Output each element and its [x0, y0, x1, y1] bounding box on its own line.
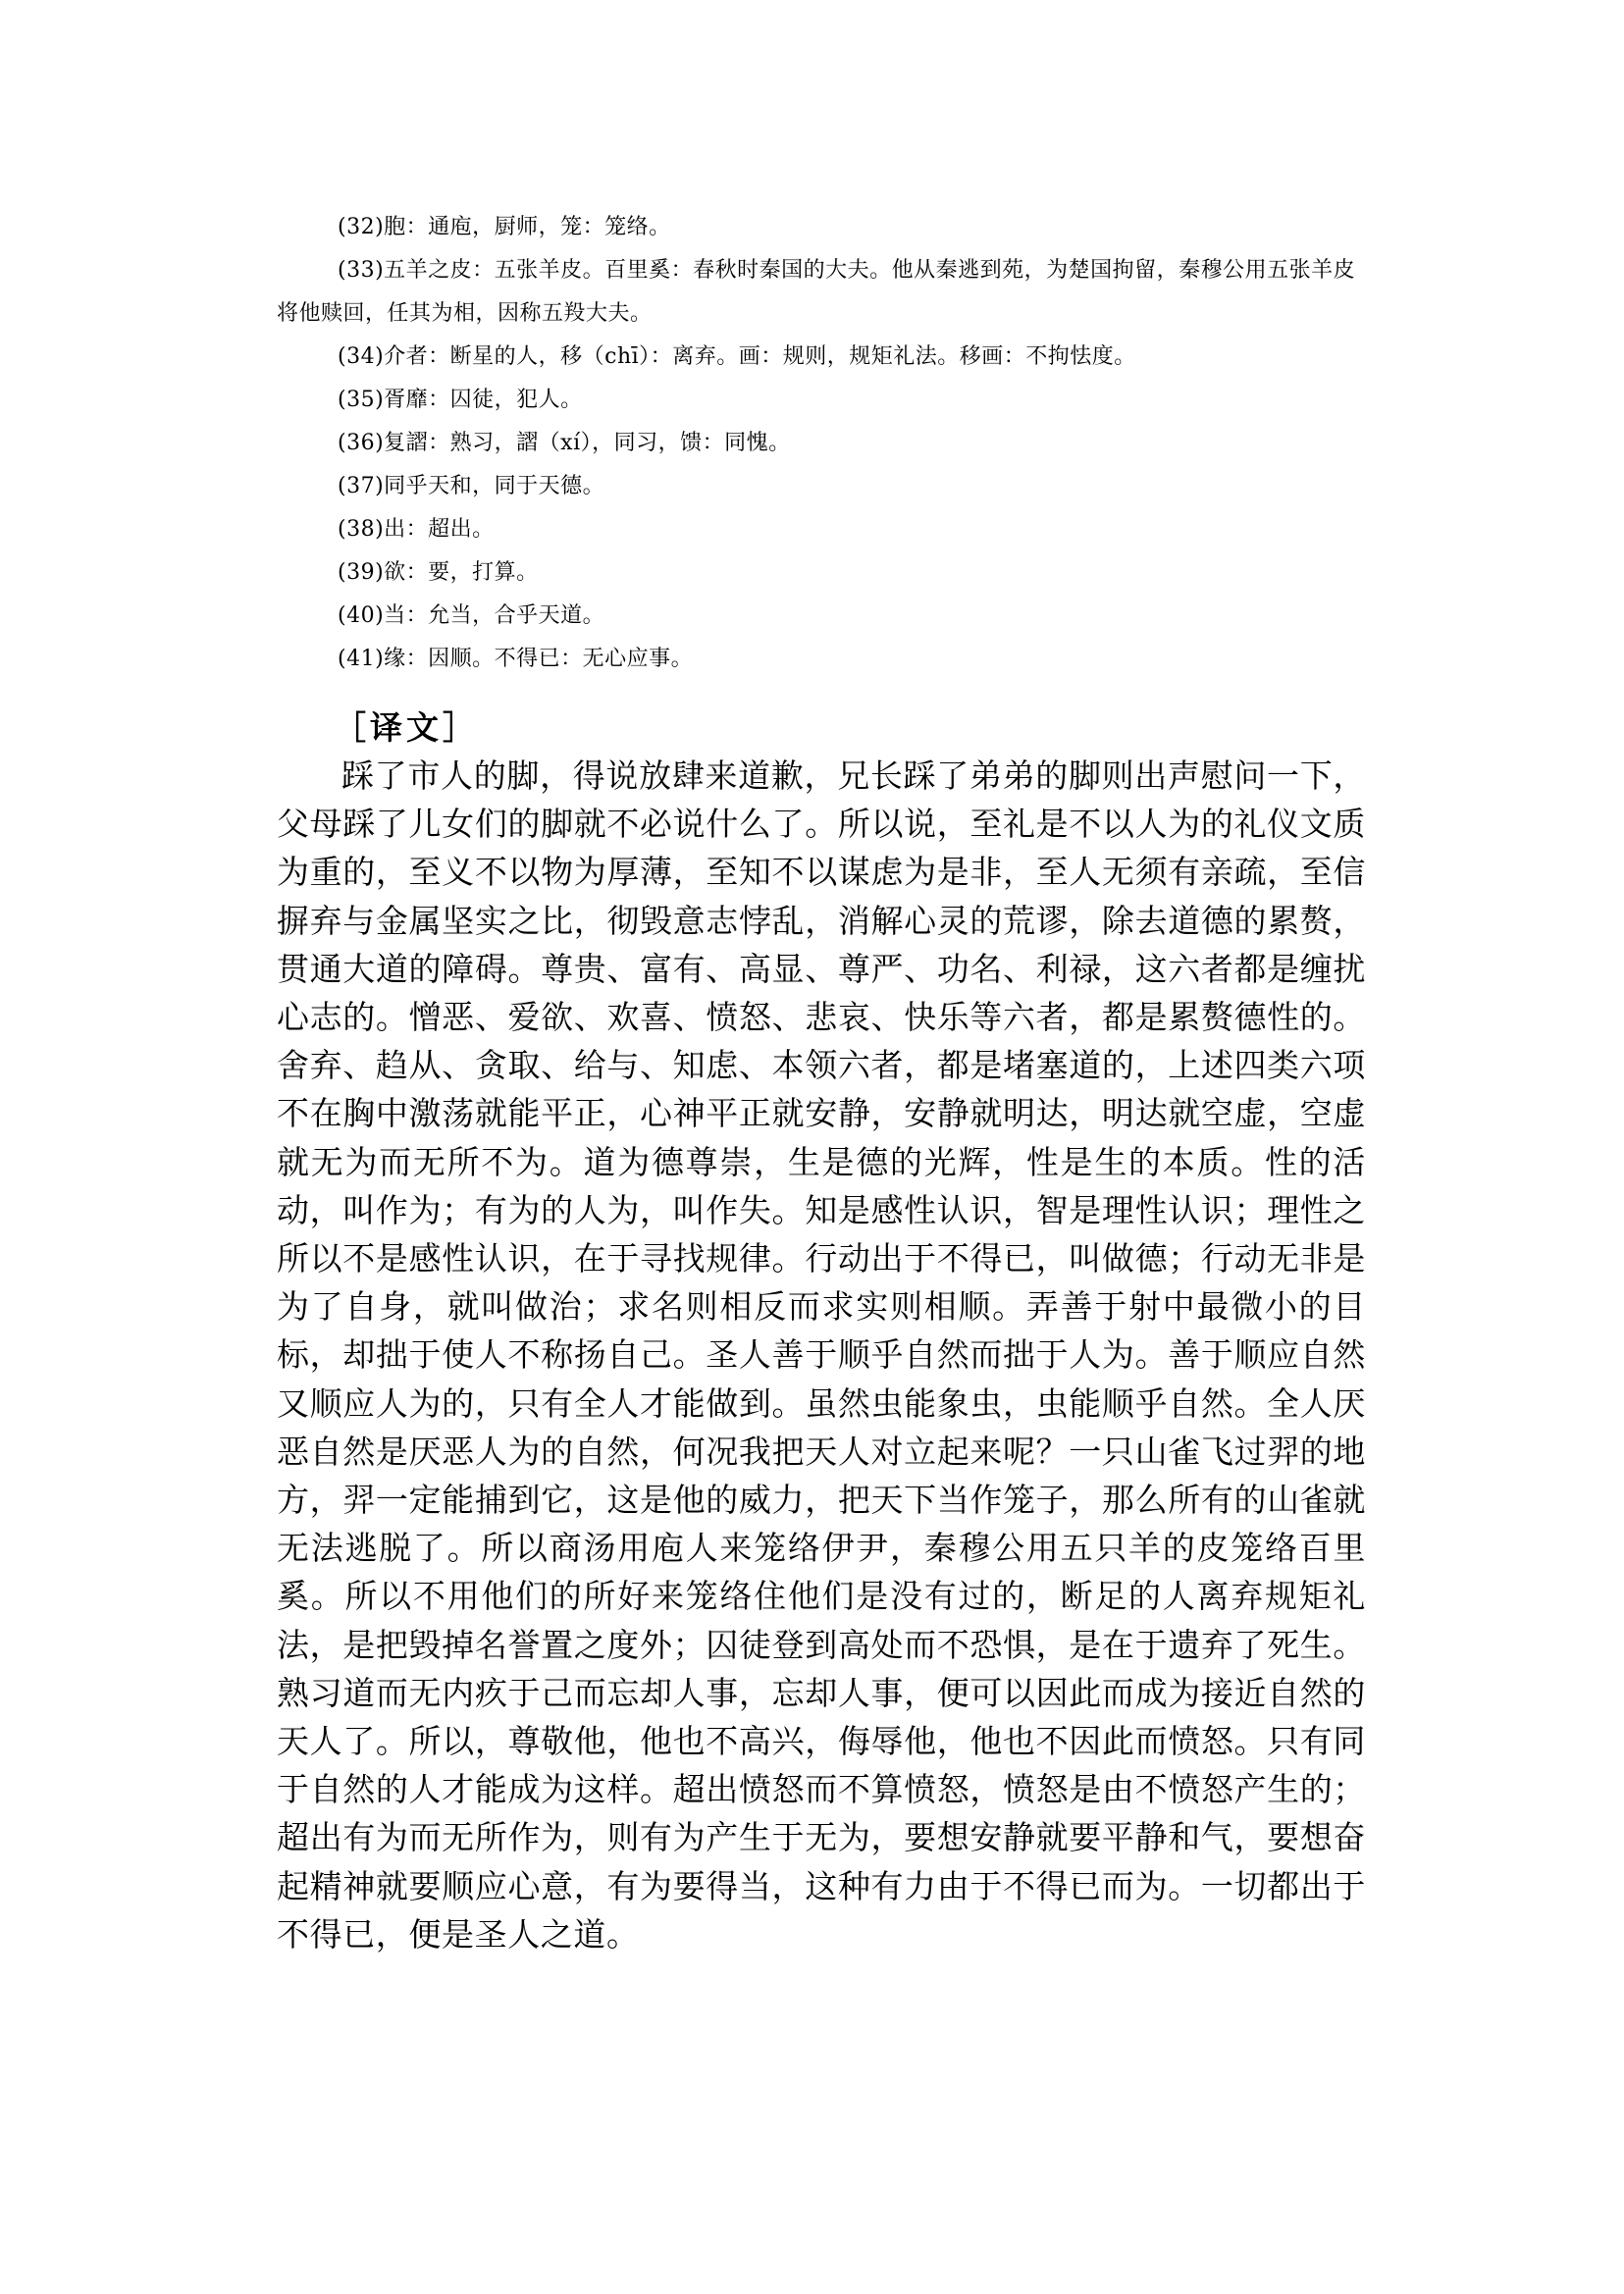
note-item-36: (36)复謵：熟习，謵（xí），同习，馈：同愧。	[338, 431, 791, 455]
note-item-35: (35)胥靡：囚徒，犯人。	[338, 388, 583, 412]
note-item-39: (39)欲：要，打算。	[338, 560, 539, 585]
note-item-37: (37)同乎天和，同于天德。	[338, 474, 605, 498]
note-item-33: (33)五羊之皮：五张羊皮。百里奚：春秋时秦国的大夫。他从秦逃到苑，为楚国拘留，秦穆公用五张羊皮将他赎回，任其为相，因称五羖大夫。	[277, 258, 1356, 326]
note-item-40: (40)当：允当，合乎天道。	[338, 603, 605, 628]
note-item-34: (34)介者：断星的人，移（chī）：离弃。画：规则，规矩礼法。移画：不拘怯度。	[338, 344, 1136, 369]
note-item-32: (32)胞：通庖，厨师，笼：笼络。	[338, 215, 671, 239]
note-item-41: (41)缘：因顺。不得已：无心应事。	[338, 647, 694, 671]
annotation-notes	[277, 206, 1371, 681]
translation-paragraph: 踩了市人的脚，得说放肆来道歉，兄长踩了弟弟的脚则出声慰问一下，父母踩了儿女们的脚就不必说什么了。所以说，至礼是不以人为的礼仪文质为重的，至义不以物为厚薄，至知不以谋虑为是非，至人无须有亲疏，至信摒弃与金属坚实之比，彻毁意志悖乱，消解心灵的荒谬，除去道德的累赘，贯通大道的障碍。尊贵、富有、高显、尊严、功名、利禄，这六者都是缠扰心志的。憎恶、爱欲、欢喜、愤怒、悲哀、快乐等六者，都是累赘德性的。舍弃、趋从、贪取、给与、知虑、本领六者，都是堵塞道的，上述四类六项不在胸中激荡就能平正，心神平正就安静，安静就明达，明达就空虚，空虚就无为而无所不为。道为德尊崇，生是德的光辉，性是生的本质。性的活动，叫作为；有为的人为，叫作失。知是感性认识，智是理性认识；理性之所以不是感性认识，在于寻找规律。行动出于不得已，叫做德；行动无非是为了自身，就叫做治；求名则相反而求实则相顺。弄善于射中最微小的目标，却拙于使人不称扬自己。圣人善于顺乎自然而拙于人为。善于顺应自然又顺应人为的，只有全人才能做到。虽然虫能象虫，虫能顺乎自然。全人厌恶自然是厌恶人为的自然，何况我把天人对立起来呢？一只山雀飞过羿的地方，羿一定能捕到它，这是他的威力，把天下当作笼子，那么所有的山雀就无法逃脱了。所以商汤用庖人来笼络伊尹，秦穆公用五只羊的皮笼络百里奚。所以不用他们的所好来笼络住他们是没有过的，断足的人离弃规矩礼法，是把毁掉名誉置之度外；囚徒登到高处而不恐惧，是在于遗弃了死生。熟习道而无内疚于己而忘却人事，忘却人事，便可以因此而成为接近自然的天人了。所以，尊敬他，他也不高兴，侮辱他，他也不因此而愤怒。只有同于自然的人才能成为这样。超出愤怒而不算愤怒，愤怒是由不愤怒产生的；超出有为而无所作为，则有为产生于无为，要想安静就要平静和气，要想奋起精神就要顺应心意，有为要得当，这种有力由于不得已而为。一切都出于不得已，便是圣人之道。	[277, 756, 1366, 1954]
section-heading-translation: ［译文］	[334, 708, 479, 747]
note-item-38: (38)出：超出。	[338, 517, 495, 542]
